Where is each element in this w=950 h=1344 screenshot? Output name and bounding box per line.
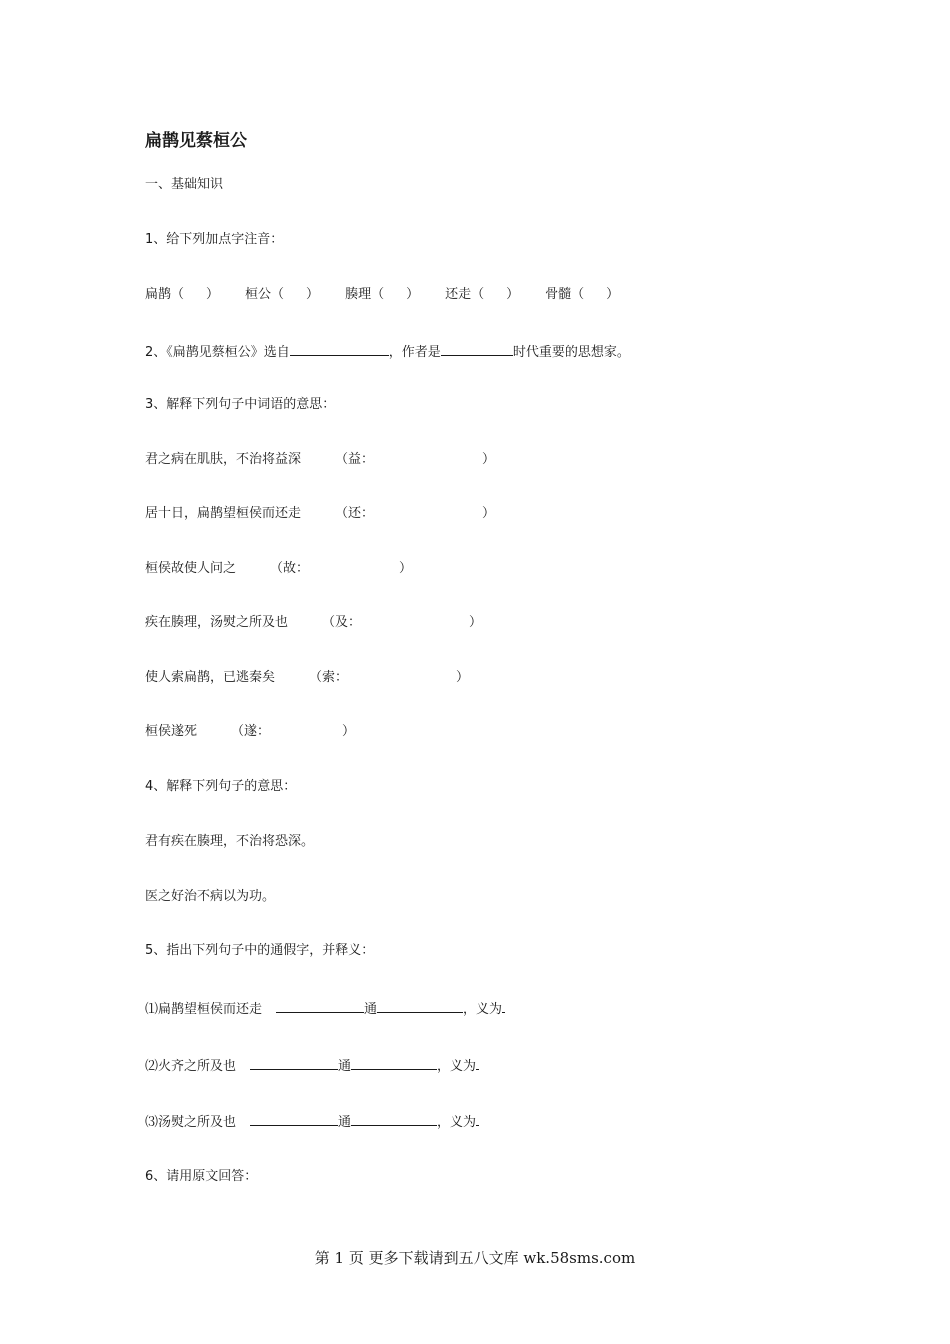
- answer-blank[interactable]: [476, 1112, 479, 1126]
- answer-blank[interactable]: [250, 1056, 338, 1070]
- paren-close: ）: [406, 287, 420, 302]
- translation-item: 医之好治不病以为功。: [145, 889, 276, 904]
- definition-open: （索：: [309, 670, 349, 685]
- tong-label: 通: [364, 1002, 378, 1017]
- question-5-label: 5、指出下列句子中的通假字，并释义：: [145, 943, 375, 958]
- definition-open: （还：: [335, 506, 375, 521]
- pinyin-item: 骨髓（: [545, 287, 585, 302]
- question-2-text: 《扁鹊见蔡桓公》选自: [166, 345, 290, 360]
- tongjia-sentence: 扁鹊望桓侯而还走: [158, 1002, 263, 1017]
- pinyin-item: 扁鹊（: [145, 287, 185, 302]
- question-2-text: ，作者是: [388, 345, 441, 360]
- definition-sentence: 居十日，扁鹊望桓侯而还走: [145, 506, 302, 521]
- definition-item: [145, 452, 495, 468]
- pinyin-item: 还走（: [445, 287, 485, 302]
- paren-close: ）: [506, 287, 520, 302]
- definition-close: ）: [469, 615, 483, 630]
- answer-blank[interactable]: [276, 999, 364, 1013]
- answer-blank[interactable]: [250, 1112, 338, 1126]
- question-1-label: 1、给下列加点字注音：: [145, 232, 284, 247]
- translation-item: 君有疾在腠理，不治将恐深。: [145, 834, 315, 849]
- definition-close: ）: [482, 506, 496, 521]
- definition-item: [145, 724, 355, 740]
- tongjia-item: [145, 1056, 479, 1075]
- definition-open: （及：: [322, 615, 362, 630]
- meaning-label: ，义为: [437, 1059, 477, 1074]
- definition-close: ）: [399, 561, 413, 576]
- tong-label: 通: [338, 1059, 352, 1074]
- question-2-text: 时代重要的思想家。: [512, 345, 630, 360]
- answer-blank[interactable]: [377, 999, 463, 1013]
- answer-blank[interactable]: [351, 1112, 437, 1126]
- tongjia-item: [145, 999, 505, 1018]
- document-title: 扁鹊见蔡桓公: [145, 131, 247, 151]
- tongjia-sentence: 火齐之所及也: [158, 1059, 237, 1074]
- question-1-items: [145, 287, 619, 303]
- answer-blank[interactable]: [502, 999, 505, 1013]
- answer-blank[interactable]: [290, 342, 389, 356]
- question-4-label: 4、解释下列句子的意思：: [145, 779, 297, 794]
- definition-close: ）: [342, 724, 356, 739]
- item-number: ⑵: [145, 1059, 159, 1074]
- answer-blank[interactable]: [441, 342, 513, 356]
- meaning-label: ，义为: [463, 1002, 503, 1017]
- question-6-label: 6、请用原文回答：: [145, 1169, 258, 1184]
- definition-sentence: 桓侯遂死: [145, 724, 198, 739]
- pinyin-item: 腠理（: [345, 287, 385, 302]
- question-2: [145, 342, 630, 361]
- item-number: ⑴: [145, 1002, 159, 1017]
- definition-item: [145, 506, 495, 522]
- definition-item: [145, 670, 469, 686]
- definition-sentence: 使人索扁鹊，已逃秦矣: [145, 670, 276, 685]
- definition-item: [145, 561, 412, 577]
- item-number: ⑶: [145, 1115, 159, 1130]
- pinyin-item: 桓公（: [245, 287, 285, 302]
- definition-open: （遂：: [231, 724, 271, 739]
- definition-close: ）: [456, 670, 470, 685]
- definition-sentence: 疾在腠理，汤熨之所及也: [145, 615, 289, 630]
- paren-close: ）: [206, 287, 220, 302]
- definition-open: （益：: [335, 452, 375, 467]
- definition-sentence: 君之病在肌肤，不治将益深: [145, 452, 302, 467]
- tongjia-item: [145, 1112, 479, 1131]
- answer-blank[interactable]: [476, 1056, 479, 1070]
- question-2-number: 2、: [145, 345, 167, 360]
- definition-open: （故：: [270, 561, 310, 576]
- definition-close: ）: [482, 452, 496, 467]
- page-footer: 第 1 页 更多下载请到五八文库 wk.58sms.com: [314, 1249, 636, 1267]
- definition-item: [145, 615, 482, 631]
- answer-blank[interactable]: [351, 1056, 437, 1070]
- paren-close: ）: [306, 287, 320, 302]
- definition-sentence: 桓侯故使人问之: [145, 561, 237, 576]
- meaning-label: ，义为: [437, 1115, 477, 1130]
- paren-close: ）: [606, 287, 620, 302]
- tongjia-sentence: 汤熨之所及也: [158, 1115, 237, 1130]
- tong-label: 通: [338, 1115, 352, 1130]
- section-heading: 一、基础知识: [145, 177, 224, 192]
- question-3-label: 3、解释下列句子中词语的意思：: [145, 397, 336, 412]
